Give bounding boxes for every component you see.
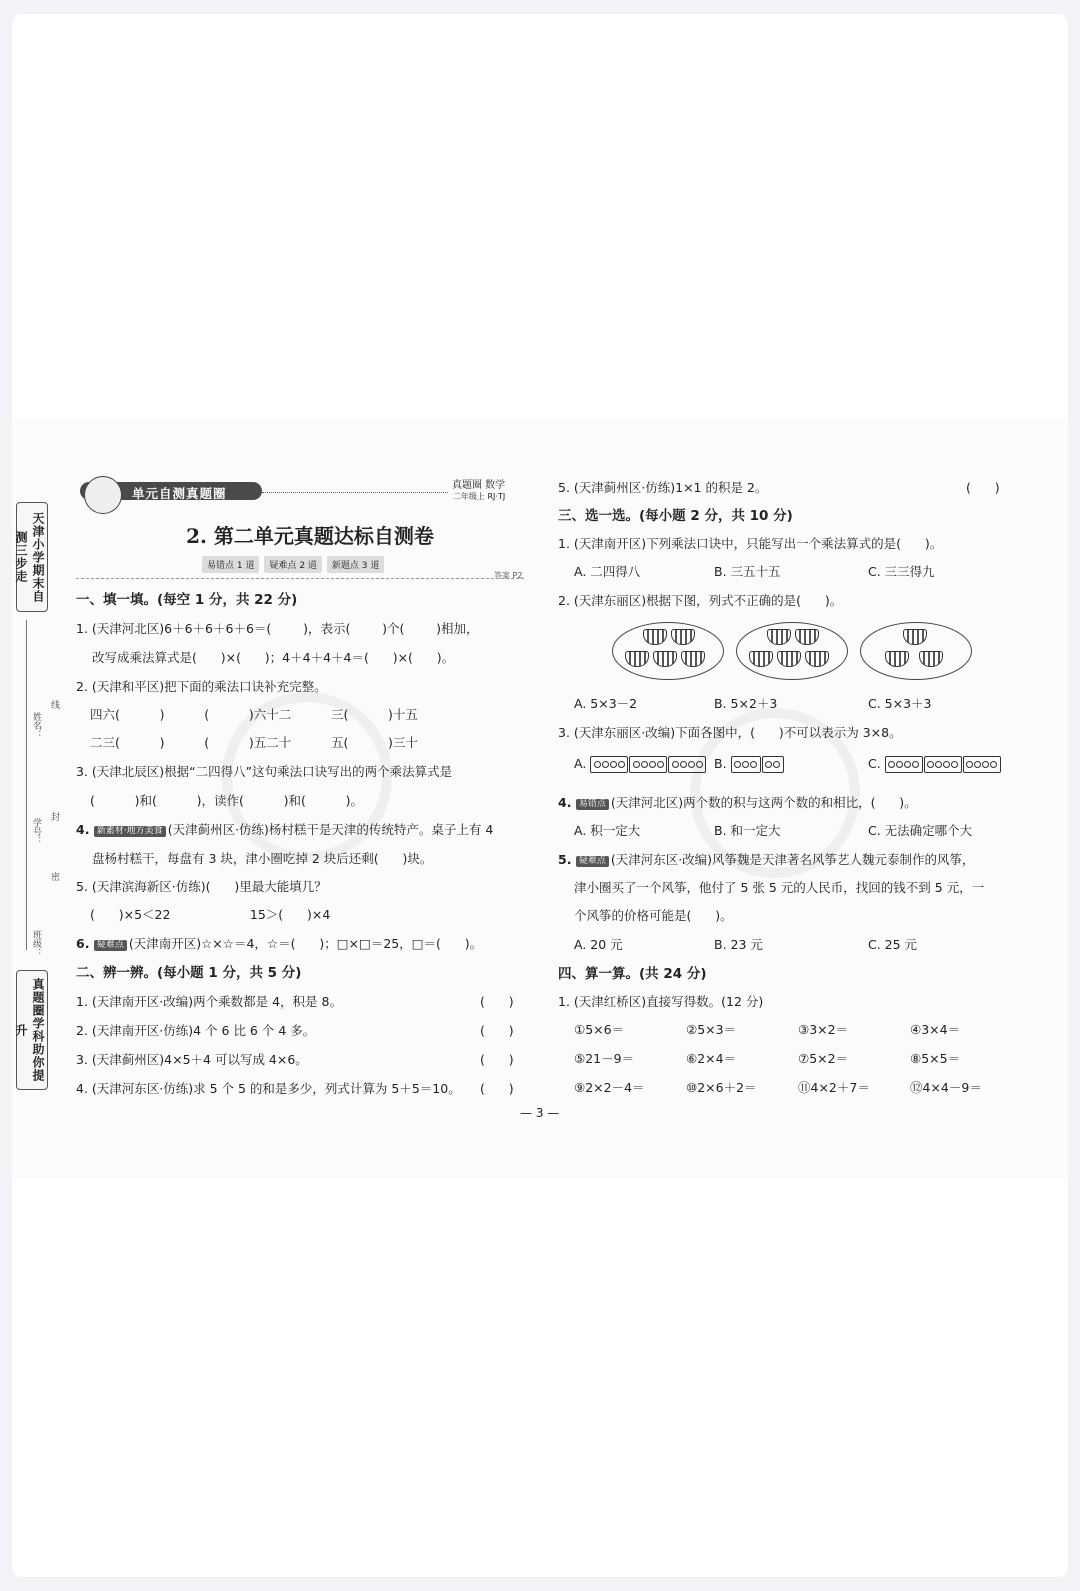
calc-item-8: ⑧5×5＝	[910, 1051, 961, 1066]
header-dotted-line	[262, 492, 448, 493]
choice-3-a-label: A.	[574, 755, 587, 771]
judge-4-paren: ( )	[480, 1081, 514, 1096]
choice-3-b	[714, 756, 785, 773]
sidebar-cut-a: 线	[49, 700, 59, 709]
choice-5-c: C. 25 元	[868, 937, 918, 952]
calc-item-10: ⑩2×6＋2＝	[686, 1080, 757, 1095]
choice-5-line-3: 个风筝的价格可能是( )。	[574, 908, 733, 923]
choice-5-a: A. 20 元	[574, 937, 623, 952]
judge-5-paren: ( )	[966, 480, 1000, 495]
choice-3-c	[868, 756, 1002, 773]
bowl-icon	[625, 651, 649, 667]
judge-5: 5. (天津蓟州区·仿练)1×1 的积是 2。	[558, 480, 768, 495]
calc-item-2: ②5×3＝	[686, 1022, 737, 1037]
pill-hard: 疑难点 2 道	[264, 556, 321, 573]
question-5-row: ( )×5＜22 15＞( )×4	[90, 907, 331, 922]
question-2-row-1: 四六( ) ( )六十二 三( )十五	[90, 707, 418, 722]
choice-3-c-figure	[885, 756, 1002, 771]
choice-3-b-figure	[731, 756, 785, 771]
choice-4-tag: 易错点	[576, 799, 609, 810]
point-pills	[202, 556, 389, 573]
plate-2	[736, 622, 848, 680]
judge-4: 4. (天津河东区·仿练)求 5 个 5 的和是多少，列式计算为 5＋5＝10。	[76, 1081, 461, 1096]
choice-4-c: C. 无法确定哪个大	[868, 823, 973, 838]
calc-item-5: ⑤21－9＝	[574, 1051, 635, 1066]
bowl-icon	[903, 629, 927, 645]
judge-1: 1. (天津南开区·改编)两个乘数都是 4，积是 8。	[76, 994, 342, 1009]
calc-item-6: ⑥2×4＝	[686, 1051, 737, 1066]
choice-3-a	[574, 756, 707, 773]
calc-item-9: ⑨2×2－4＝	[574, 1080, 645, 1095]
choice-3-a-figure	[590, 756, 707, 771]
judge-2-paren: ( )	[480, 1023, 514, 1038]
bowl-icon	[643, 629, 667, 645]
choice-4-text: (天津河北区)两个数的积与这两个数的和相比，( )。	[610, 795, 917, 810]
question-5: 5. (天津滨海新区·仿练)( )里最大能填几？	[76, 879, 327, 894]
pill-easy: 易错点 1 道	[202, 556, 259, 573]
section-judge-heading: 二、辨一辨。(每小题 1 分，共 5 分)	[76, 965, 302, 981]
question-1-line-1: 1. (天津河北区)6＋6＋6＋6＋6＝( )，表示( )个( )相加，	[76, 621, 479, 636]
unit-banner-text: 单元自测真题圈	[132, 486, 227, 501]
choice-4-b: B. 和一定大	[714, 823, 781, 838]
bowl-icon	[653, 651, 677, 667]
choice-4-a: A. 积一定大	[574, 823, 641, 838]
sidebar-cut-line	[26, 620, 27, 950]
calc-item-4: ④3×4＝	[910, 1022, 961, 1037]
choice-3-c-label: C.	[868, 755, 881, 771]
bowl-icon	[805, 651, 829, 667]
header-separator	[76, 578, 524, 579]
choice-5-tag: 疑难点	[576, 856, 609, 867]
bowl-icon	[681, 651, 705, 667]
calc-item-1: ①5×6＝	[574, 1022, 625, 1037]
choice-5-line-2: 津小圈买了一个风筝，他付了 5 张 5 元的人民币，找回的钱不到 5 元，一	[574, 880, 985, 895]
calc-item-11: ⑪4×2＋7＝	[798, 1080, 870, 1095]
question-1-line-2: 改写成乘法算式是( )×( )；4＋4＋4＋4＝( )×( )。	[92, 650, 455, 665]
section-fill-heading: 一、填一填。(每空 1 分，共 22 分)	[76, 592, 298, 608]
choice-1: 1. (天津南开区)下列乘法口诀中，只能写出一个乘法算式的是( )。	[558, 536, 943, 551]
question-4-tag: 新素材·地方美食	[94, 826, 166, 837]
question-4-line-2: 盘杨村糕干，每盘有 3 块，津小圈吃掉 2 块后还剩( )块。	[92, 851, 433, 866]
choice-1-a: A. 二四得八	[574, 564, 641, 579]
choice-5-text: (天津河东区·改编)风筝魏是天津著名风筝艺人魏元泰制作的风筝，	[610, 852, 975, 867]
question-4-line-1: 4. 新素材·地方美食 (天津蓟州区·仿练)杨村糕干是天津的传统特产。桌子上有 4	[76, 822, 494, 837]
question-6-tag: 疑难点	[94, 940, 127, 951]
page-number: — 3 —	[520, 1106, 560, 1120]
plate-1	[612, 622, 724, 680]
question-3-line-2: ( )和( )，读作( )和( )。	[90, 793, 363, 808]
sidebar-bottom-tag: 真题圈学科助你提升	[16, 970, 48, 1090]
brand-text: 真题圈 数学	[452, 480, 506, 491]
question-4-text: (天津蓟州区·仿练)杨村糕干是天津的传统特产。桌子上有 4	[167, 822, 494, 837]
sidebar-no-label: 学号：	[31, 818, 41, 845]
judge-3-paren: ( )	[480, 1052, 514, 1067]
bowl-icon	[885, 651, 909, 667]
choice-3-b-label: B.	[714, 755, 727, 771]
bowl-icon	[795, 629, 819, 645]
question-6: 6. 疑难点 (天津南开区)☆×☆＝4，☆＝( )；□×□＝25，□＝( )。	[76, 936, 483, 951]
choice-2-b: B. 5×2＋3	[714, 696, 778, 711]
sidebar-cut-b: 封	[49, 812, 59, 821]
sidebar-top-tag: 天津小学期末自测三步走	[16, 502, 48, 612]
page-title: 2. 第二单元真题达标自测卷	[186, 524, 434, 548]
sidebar-cut-c: 密	[49, 872, 59, 881]
header-brand	[452, 480, 505, 502]
answer-ref: 答案 P2	[494, 571, 523, 580]
bowl-icon	[767, 629, 791, 645]
judge-3: 3. (天津蓟州区)4×5＋4 可以写成 4×6。	[76, 1052, 308, 1067]
bowl-icon	[749, 651, 773, 667]
plate-3	[860, 622, 972, 680]
sidebar-name-label: 姓名：	[31, 712, 41, 739]
pill-new: 新题点 3 道	[327, 556, 384, 573]
choice-5-b: B. 23 元	[714, 937, 763, 952]
choice-4: 4. 易错点 (天津河北区)两个数的积与这两个数的和相比，( )。	[558, 795, 917, 810]
section-calc-heading: 四、算一算。(共 24 分)	[558, 966, 707, 982]
judge-2: 2. (天津南开区·仿练)4 个 6 比 6 个 4 多。	[76, 1023, 316, 1038]
bowl-icon	[919, 651, 943, 667]
calc-item-12: ⑫4×4－9＝	[910, 1080, 982, 1095]
question-2: 2. (天津和平区)把下面的乘法口诀补充完整。	[76, 679, 327, 694]
mascot-avatar-icon	[84, 476, 122, 514]
section-choose-heading: 三、选一选。(每小题 2 分，共 10 分)	[558, 508, 793, 524]
bowl-icon	[777, 651, 801, 667]
sidebar-class-label: 班级：	[31, 930, 41, 957]
choice-1-b: B. 三五十五	[714, 564, 781, 579]
calc-item-7: ⑦5×2＝	[798, 1051, 849, 1066]
choice-2-a: A. 5×3－2	[574, 696, 638, 711]
grade-text: 二年级上 RJ·TJ	[452, 492, 506, 501]
choice-1-c: C. 三三得九	[868, 564, 935, 579]
judge-1-paren: ( )	[480, 994, 514, 1009]
calc-item-3: ③3×2＝	[798, 1022, 849, 1037]
choice-5-line-1: 5. 疑难点 (天津河东区·改编)风筝魏是天津著名风筝艺人魏元泰制作的风筝，	[558, 852, 975, 867]
question-6-text: (天津南开区)☆×☆＝4，☆＝( )；□×□＝25，□＝( )。	[128, 936, 483, 951]
bowl-icon	[671, 629, 695, 645]
choice-2-c: C. 5×3＋3	[868, 696, 932, 711]
calc-question-1: 1. (天津红桥区)直接写得数。(12 分)	[558, 994, 764, 1009]
choice-2: 2. (天津东丽区)根据下图，列式不正确的是( )。	[558, 593, 843, 608]
question-3-line-1: 3. (天津北辰区)根据“二四得八”这句乘法口诀写出的两个乘法算式是	[76, 764, 453, 779]
question-2-row-2: 二三( ) ( )五二十 五( )三十	[90, 735, 418, 750]
choice-3: 3. (天津东丽区·改编)下面各图中，( )不可以表示为 3×8。	[558, 725, 902, 740]
